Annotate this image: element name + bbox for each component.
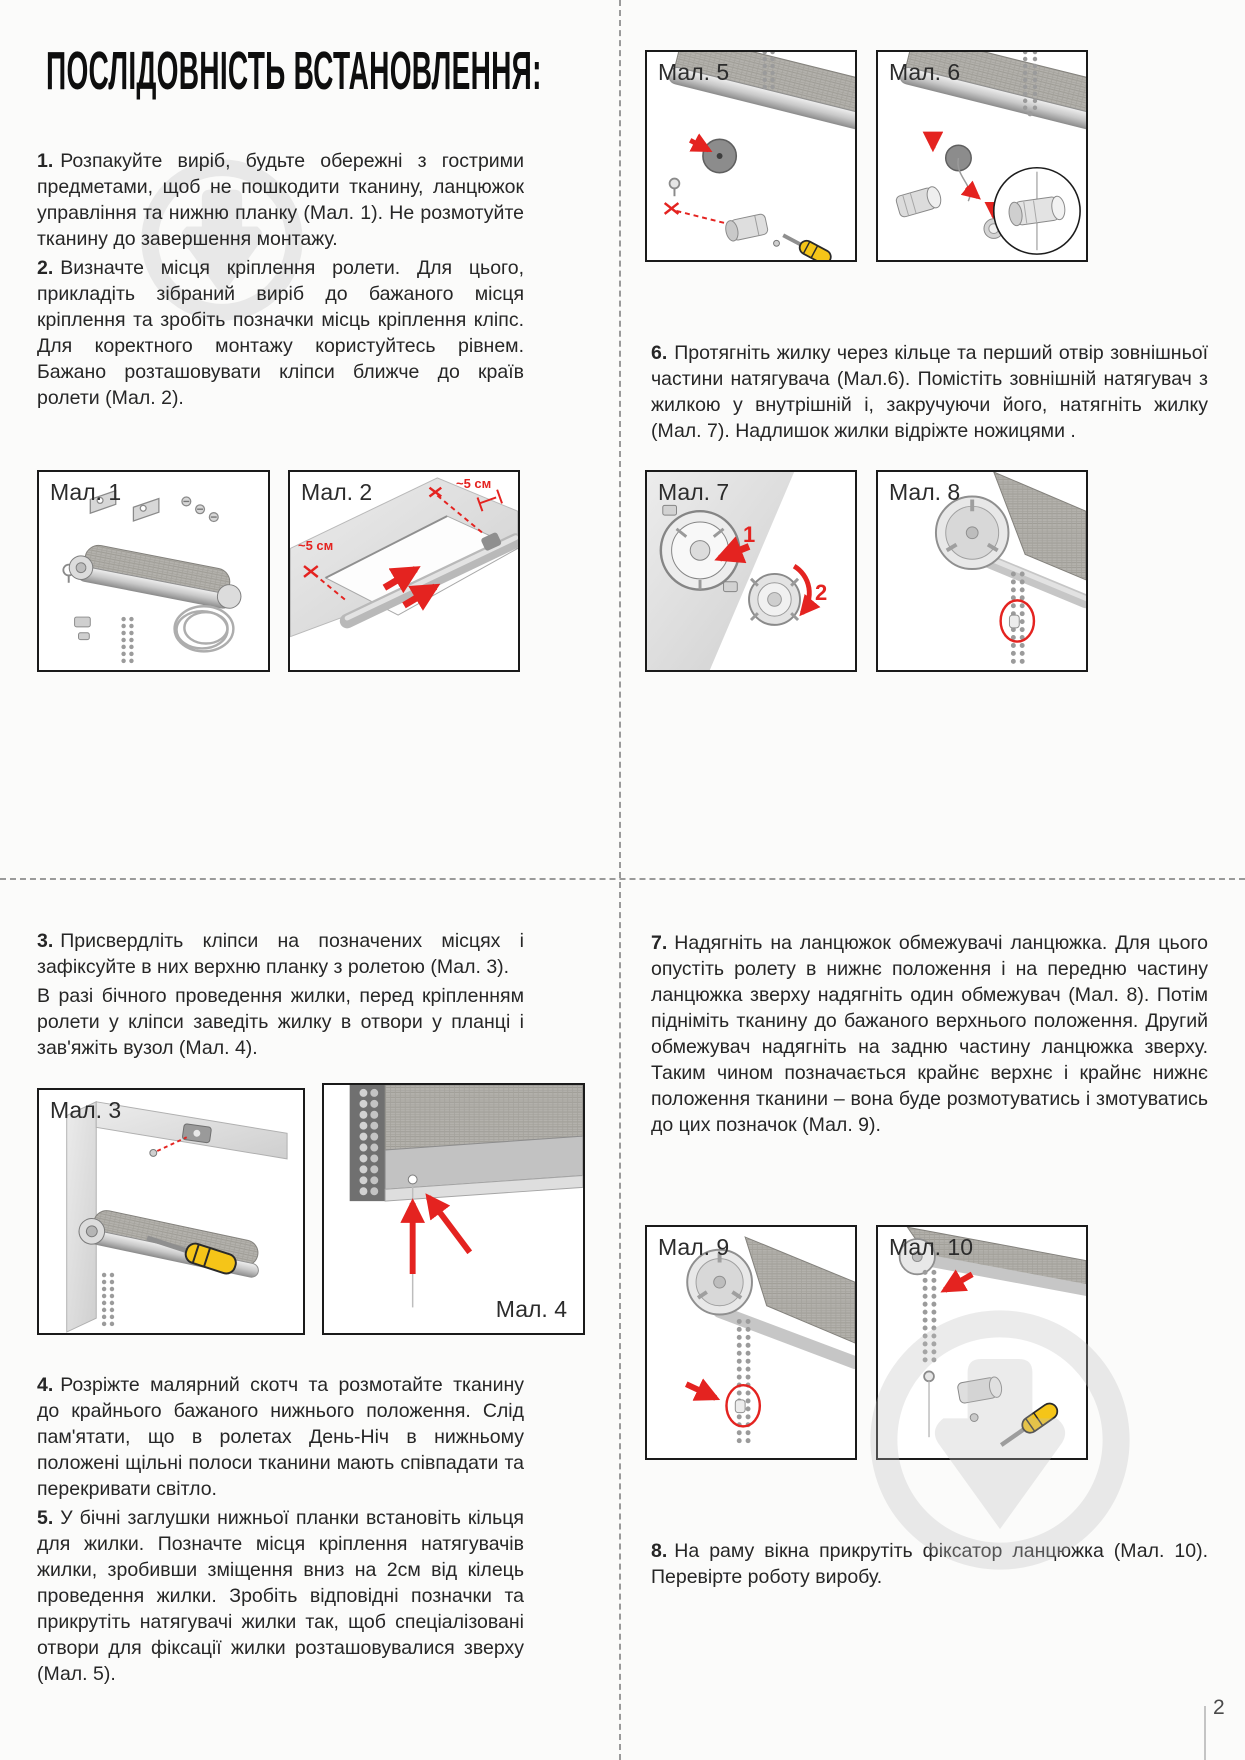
figure-mal-1: [37, 470, 270, 672]
step-3b-text: В разі бічного проведення жилки, перед кріпленням ролети у кліпси заведіть жилку в отвори у планці і зав'яжіть вузол (Мал. 4).: [37, 985, 524, 1059]
figure-mal-7: [645, 470, 857, 672]
figure-9-label: Мал. 9: [658, 1234, 730, 1260]
figure-mal-2: [288, 470, 520, 672]
step-4-text: Розріжте малярний скотч та розмотайте тканину до крайнього бажаного нижнього положення. Слід пам'ятати, що в ролетах День-Ніч в нижньому положені щільні полоси тканини мають співпадати та перекривати світло.: [37, 1374, 524, 1500]
step-1: [37, 148, 524, 252]
clip-mounting-illustration: [39, 1090, 303, 1333]
callout-1: 1: [743, 522, 756, 547]
step-6-text: Протягніть жилку через кільце та перший отвір зовнішньої частини натягувача (Мал.6). Помістіть зовнішній натягувач з жилкою у внутрішній і, закручуючи його, натягніть жилку (Мал. 7). Надлишок жилки відріжте ножицями .: [651, 342, 1208, 442]
figure-4-label: Мал. 4: [495, 1296, 567, 1322]
step-2-number: 2.: [37, 257, 54, 279]
step-2: [37, 255, 524, 411]
step-3-continued: [37, 983, 524, 1061]
measure-5cm-top: ~5 см: [456, 476, 492, 491]
step-7-text: Надягніть на ланцюжок обмежувачі ланцюжка. Для цього опустіть ролету в нижнє положення і на передню частину ланцюжка зверху надягніть один обмежувач (Мал. 8). Потім підніміть тканину до бажаного верхнього положення. Другий обмежувач надягніть на задню частину ланцюжка зверху. Таким чином позначається крайнє верхнє і крайнє нижнє положення тканини – вона буде розмотуватись і змотуватись до цих позначок (Мал. 9).: [651, 932, 1208, 1136]
chain-limiter-illustration: [647, 1227, 855, 1458]
page-number: 2: [1213, 1696, 1225, 1719]
step-4: [37, 1372, 524, 1502]
chain-fixator-illustration: [878, 1227, 1086, 1458]
figure-mal-4: [322, 1083, 585, 1335]
step-8-text: На раму вікна прикрутіть фіксатор ланцюжка (Мал. 10). Перевірте роботу виробу.: [651, 1540, 1208, 1588]
vertical-dashed-divider: [619, 0, 621, 1760]
step-3-block: [37, 928, 524, 1061]
page-number-divider: [1204, 1706, 1206, 1760]
figure-10-label: Мал. 10: [889, 1234, 973, 1260]
step-5: [37, 1505, 524, 1687]
figure-7-label: Мал. 7: [658, 479, 730, 505]
steps-1-2-block: [37, 148, 524, 411]
figure-3-label: Мал. 3: [50, 1097, 122, 1123]
horizontal-dashed-divider: [0, 878, 1245, 880]
step-6-block: [651, 340, 1208, 444]
step-5-number: 5.: [37, 1507, 54, 1529]
figure-8-label: Мал. 8: [889, 479, 961, 505]
step-3: [37, 928, 524, 980]
figure-1-label: Мал. 1: [50, 479, 122, 505]
step-6-number: 6.: [651, 342, 668, 364]
figure-5-label: Мал. 5: [658, 59, 730, 85]
measure-5cm-left: ~5 см: [298, 538, 334, 553]
figure-mal-8: [876, 470, 1088, 672]
step-8-block: [651, 1538, 1208, 1590]
figure-mal-6: [876, 50, 1088, 262]
step-3-number: 3.: [37, 930, 54, 952]
figure-2-label: Мал. 2: [301, 479, 373, 505]
step-7: [651, 930, 1208, 1138]
step-7-number: 7.: [651, 932, 668, 954]
step-2-text: Визначте місця кріплення ролети. Для цього, прикладіть зібраний виріб до бажаного місця кріплення та зробіть позначки місць кріплення кліпс. Для коректного монтажу користуйтесь рівнем. Бажано розташовувати кліпси ближче до країв ролети (Мал. 2).: [37, 257, 524, 409]
step-1-number: 1.: [37, 150, 54, 172]
figure-mal-9: [645, 1225, 857, 1460]
figure-mal-5: [645, 50, 857, 262]
step-7-block: [651, 930, 1208, 1138]
step-8: [651, 1538, 1208, 1590]
step-4-number: 4.: [37, 1374, 54, 1396]
step-5-text: У бічні заглушки нижньої планки встановіть кільця для жилки. Позначте місця кріплення натягувачів жилки, зробивши зміщення вниз на 2см від кілець проведення жилки. Зробіть відповідні позначки та прикрутіть натягувачі жилки так, щоб спеціалізовані отвори для фіксації жилки розташовувалися зверху (Мал. 5).: [37, 1507, 524, 1685]
figure-6-label: Мал. 6: [889, 59, 961, 85]
callout-2: 2: [815, 580, 828, 605]
step-8-number: 8.: [651, 1540, 668, 1562]
step-3-text: Присвердліть кліпси на позначених місцях і зафіксуйте в них верхню планку з ролетою (Мал. 3).: [37, 930, 524, 978]
step-1-text: Розпакуйте виріб, будьте обережні з гострими предметами, щоб не пошкодити тканину, ланцюжок управління та нижню планку (Мал. 1). Не розмотуйте тканину до завершення монтажу.: [37, 150, 524, 250]
step-6: [651, 340, 1208, 444]
steps-4-5-block: [37, 1372, 524, 1687]
page-title: ПОСЛІДОВНІСТЬ ВСТАНОВЛЕННЯ:: [46, 41, 542, 101]
figure-mal-3: [37, 1088, 305, 1335]
figure-mal-10: [876, 1225, 1088, 1460]
